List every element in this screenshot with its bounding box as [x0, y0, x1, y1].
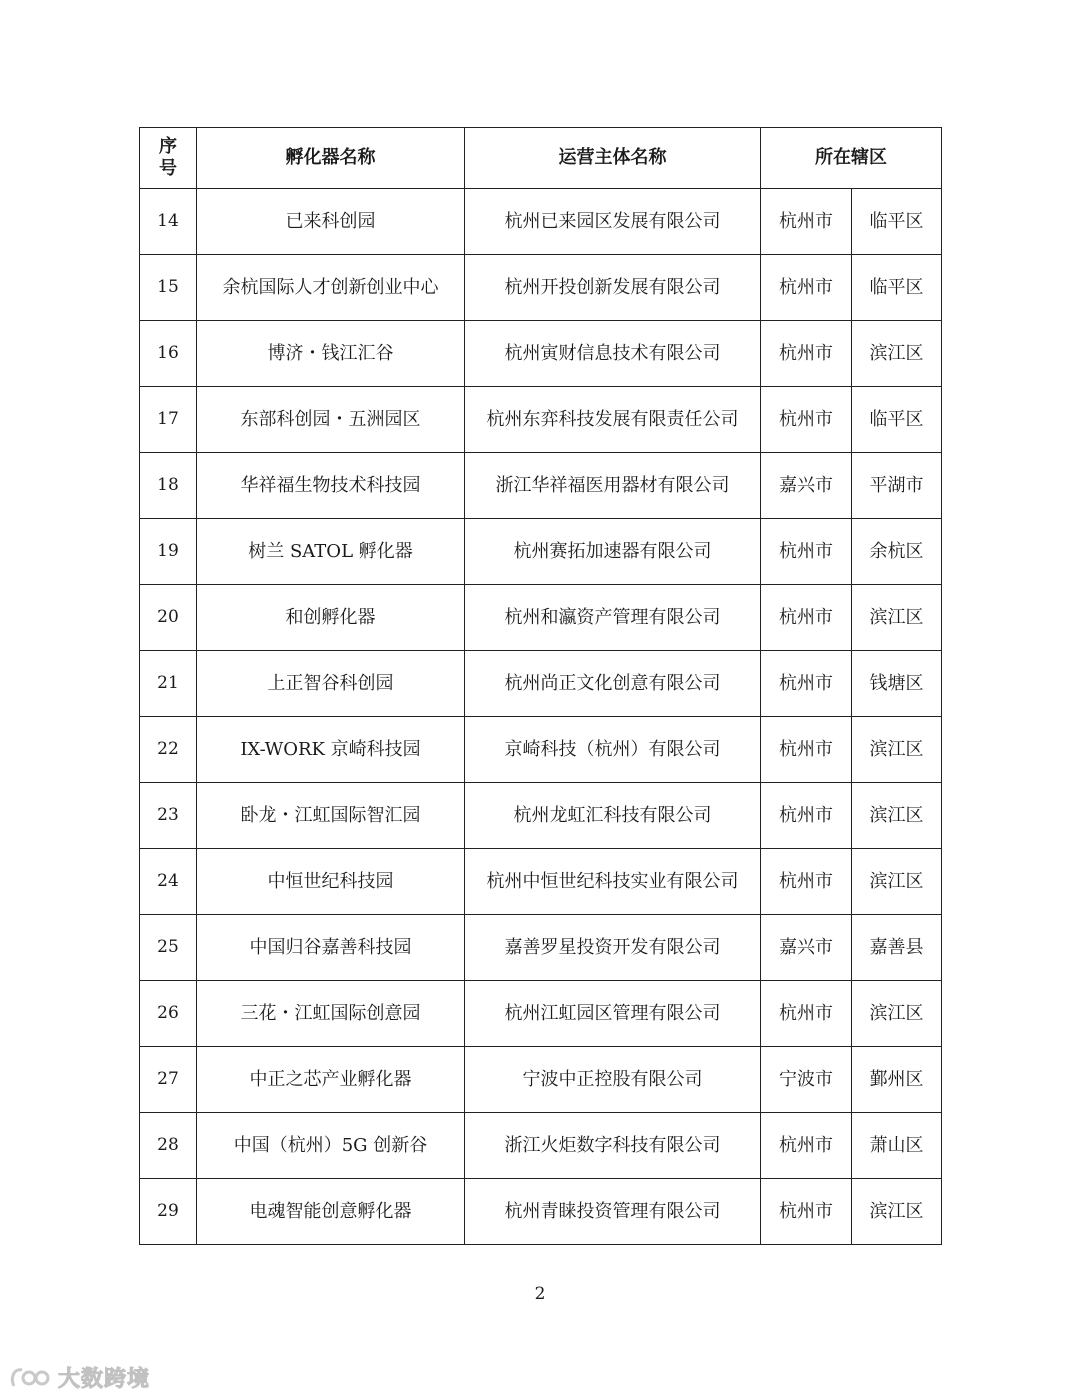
row-district: 萧山区	[852, 1113, 942, 1179]
row-incubator-name: 中国归谷嘉善科技园	[197, 915, 465, 981]
row-incubator-name: 卧龙・江虹国际智汇园	[197, 783, 465, 849]
row-seq: 22	[140, 717, 197, 783]
row-district: 临平区	[852, 255, 942, 321]
row-operator-name: 杭州龙虹汇科技有限公司	[465, 783, 761, 849]
row-district: 滨江区	[852, 783, 942, 849]
row-district: 余杭区	[852, 519, 942, 585]
row-city: 杭州市	[761, 321, 852, 387]
row-city: 杭州市	[761, 519, 852, 585]
row-incubator-name: 和创孵化器	[197, 585, 465, 651]
row-operator-name: 杭州江虹园区管理有限公司	[465, 981, 761, 1047]
row-operator-name: 杭州东弈科技发展有限责任公司	[465, 387, 761, 453]
row-seq: 23	[140, 783, 197, 849]
header-jurisdiction: 所在辖区	[761, 128, 942, 189]
header-seq	[140, 128, 197, 189]
row-city: 杭州市	[761, 717, 852, 783]
row-seq: 17	[140, 387, 197, 453]
row-incubator-name: 三花・江虹国际创意园	[197, 981, 465, 1047]
row-incubator-name: 中恒世纪科技园	[197, 849, 465, 915]
table-header	[140, 128, 942, 189]
table-row	[140, 651, 942, 717]
row-incubator-name: 树兰 SATOL 孵化器	[197, 519, 465, 585]
table-row	[140, 321, 942, 387]
row-operator-name: 杭州中恒世纪科技实业有限公司	[465, 849, 761, 915]
row-incubator-name: IX-WORK 京崎科技园	[197, 717, 465, 783]
row-seq: 24	[140, 849, 197, 915]
row-city: 杭州市	[761, 387, 852, 453]
row-operator-name: 杭州赛拓加速器有限公司	[465, 519, 761, 585]
row-district: 滨江区	[852, 981, 942, 1047]
table-row	[140, 1179, 942, 1245]
row-incubator-name: 电魂智能创意孵化器	[197, 1179, 465, 1245]
row-seq: 27	[140, 1047, 197, 1113]
row-seq: 15	[140, 255, 197, 321]
row-incubator-name: 已来科创园	[197, 189, 465, 255]
row-seq: 28	[140, 1113, 197, 1179]
row-seq: 14	[140, 189, 197, 255]
row-seq: 16	[140, 321, 197, 387]
table-row	[140, 849, 942, 915]
row-city: 杭州市	[761, 849, 852, 915]
row-district: 滨江区	[852, 1179, 942, 1245]
header-seq-line1: 序	[159, 136, 177, 157]
table-row	[140, 255, 942, 321]
row-operator-name: 宁波中正控股有限公司	[465, 1047, 761, 1113]
row-operator-name: 杭州青睐投资管理有限公司	[465, 1179, 761, 1245]
row-city: 嘉兴市	[761, 453, 852, 519]
row-incubator-name: 华祥福生物技术科技园	[197, 453, 465, 519]
row-operator-name: 杭州开投创新发展有限公司	[465, 255, 761, 321]
header-operator-name: 运营主体名称	[465, 128, 761, 189]
table-row	[140, 519, 942, 585]
header-seq-line2: 号	[159, 158, 177, 179]
row-district: 滨江区	[852, 321, 942, 387]
row-operator-name: 杭州尚正文化创意有限公司	[465, 651, 761, 717]
watermark-logo-icon	[8, 1364, 52, 1392]
row-city: 杭州市	[761, 189, 852, 255]
row-district: 滨江区	[852, 717, 942, 783]
row-incubator-name: 博济・钱江汇谷	[197, 321, 465, 387]
row-city: 杭州市	[761, 1179, 852, 1245]
watermark-text: 大数跨境	[58, 1367, 151, 1392]
row-district: 临平区	[852, 189, 942, 255]
page-number: 2	[534, 1284, 546, 1304]
row-operator-name: 浙江火炬数字科技有限公司	[465, 1113, 761, 1179]
row-city: 杭州市	[761, 783, 852, 849]
row-city: 杭州市	[761, 981, 852, 1047]
row-district: 平湖市	[852, 453, 942, 519]
row-seq: 21	[140, 651, 197, 717]
row-city: 杭州市	[761, 585, 852, 651]
row-seq: 26	[140, 981, 197, 1047]
row-district: 滨江区	[852, 849, 942, 915]
table-row	[140, 585, 942, 651]
table-row	[140, 1047, 942, 1113]
table-row	[140, 915, 942, 981]
table-row	[140, 783, 942, 849]
watermark	[8, 1362, 150, 1393]
row-seq: 19	[140, 519, 197, 585]
table-row	[140, 717, 942, 783]
row-city: 杭州市	[761, 651, 852, 717]
row-incubator-name: 东部科创园・五洲园区	[197, 387, 465, 453]
row-incubator-name: 中国（杭州）5G 创新谷	[197, 1113, 465, 1179]
row-operator-name: 浙江华祥福医用器材有限公司	[465, 453, 761, 519]
row-operator-name: 京崎科技（杭州）有限公司	[465, 717, 761, 783]
row-incubator-name: 上正智谷科创园	[197, 651, 465, 717]
row-city: 杭州市	[761, 255, 852, 321]
row-district: 嘉善县	[852, 915, 942, 981]
header-row	[140, 128, 942, 189]
row-seq: 25	[140, 915, 197, 981]
row-district: 临平区	[852, 387, 942, 453]
table-row	[140, 1113, 942, 1179]
table-row	[140, 453, 942, 519]
row-city: 杭州市	[761, 1113, 852, 1179]
row-city: 嘉兴市	[761, 915, 852, 981]
row-district: 鄞州区	[852, 1047, 942, 1113]
table-row	[140, 981, 942, 1047]
row-seq: 29	[140, 1179, 197, 1245]
table-body	[140, 189, 942, 1245]
table-row	[140, 387, 942, 453]
row-seq: 18	[140, 453, 197, 519]
row-city: 宁波市	[761, 1047, 852, 1113]
row-operator-name: 杭州已来园区发展有限公司	[465, 189, 761, 255]
table-row	[140, 189, 942, 255]
incubator-table	[139, 127, 942, 1245]
row-operator-name: 嘉善罗星投资开发有限公司	[465, 915, 761, 981]
row-operator-name: 杭州和瀛资产管理有限公司	[465, 585, 761, 651]
row-district: 滨江区	[852, 585, 942, 651]
row-incubator-name: 余杭国际人才创新创业中心	[197, 255, 465, 321]
row-district: 钱塘区	[852, 651, 942, 717]
row-incubator-name: 中正之芯产业孵化器	[197, 1047, 465, 1113]
header-incubator-name: 孵化器名称	[197, 128, 465, 189]
row-operator-name: 杭州寅财信息技术有限公司	[465, 321, 761, 387]
row-seq: 20	[140, 585, 197, 651]
